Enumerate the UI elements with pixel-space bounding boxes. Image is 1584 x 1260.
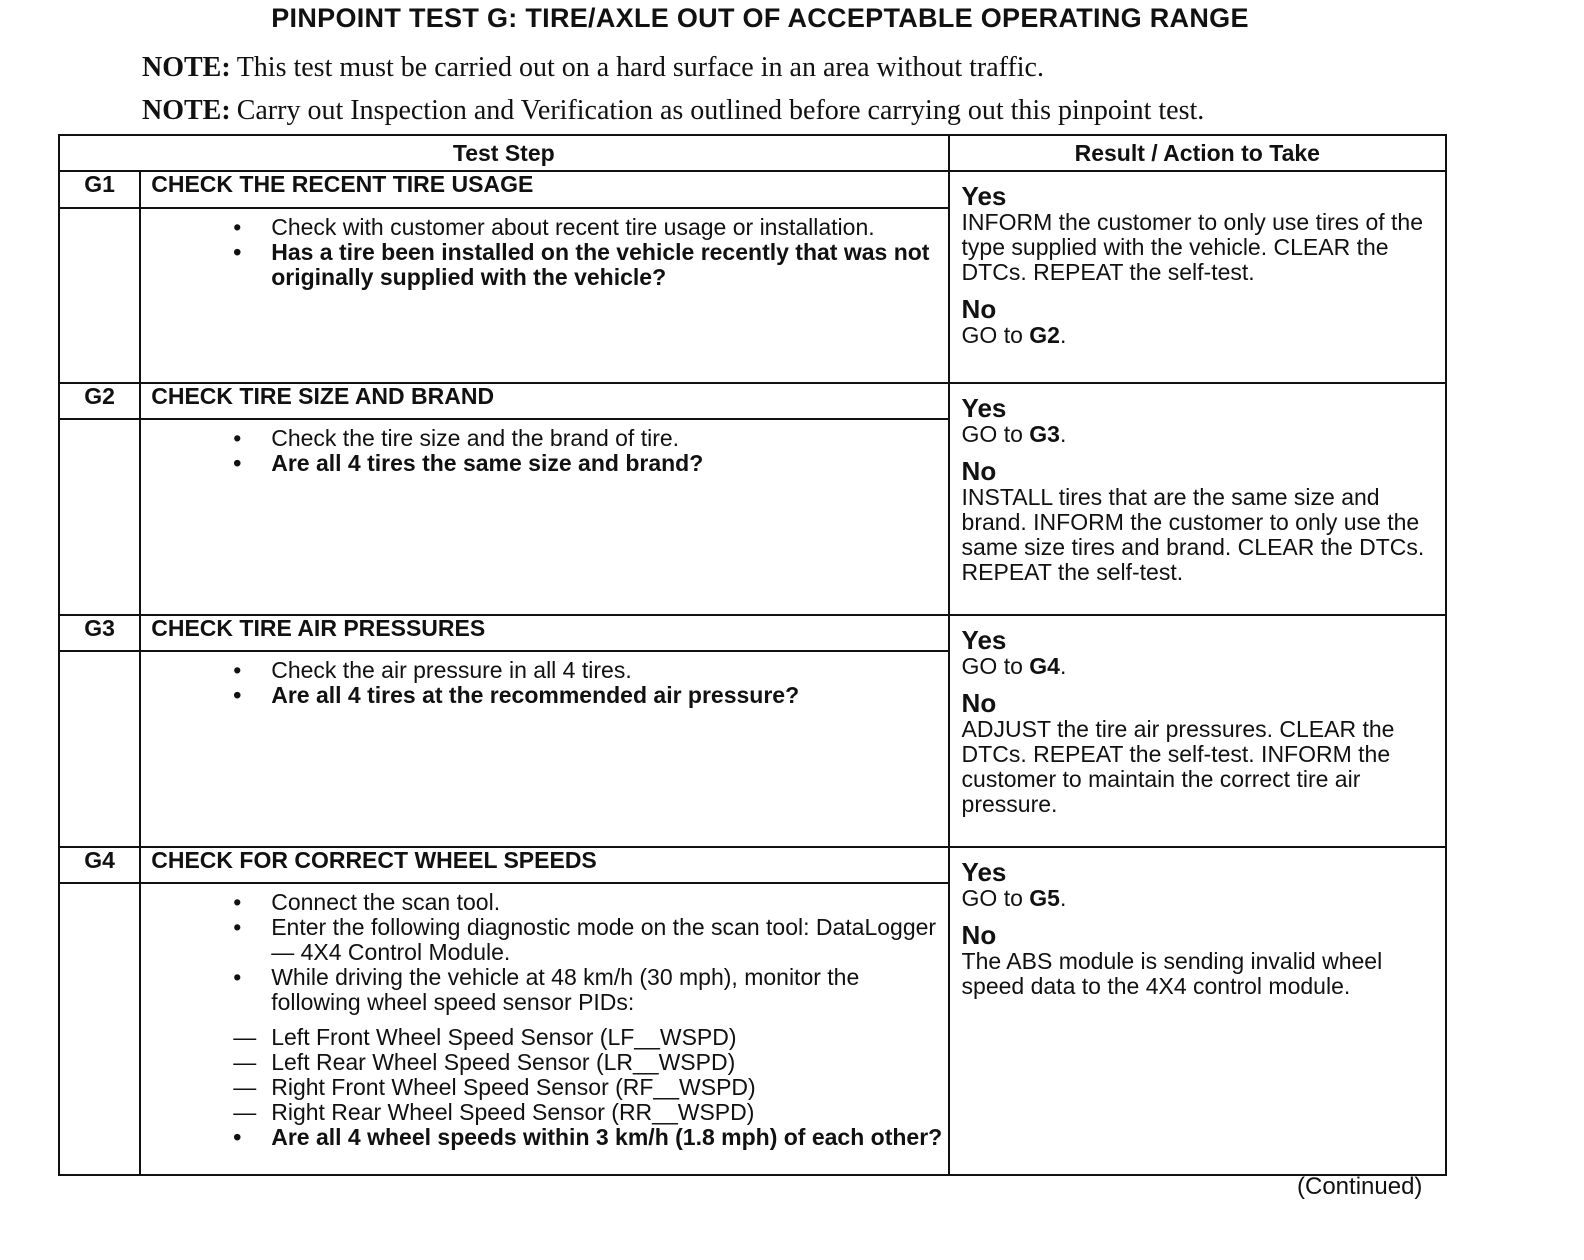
- pid-item: — Right Front Wheel Speed Sensor (RF__WSPD): [271, 1075, 947, 1100]
- no-action: INSTALL tires that are the same size and brand. INFORM the customer to only use the same size tires and brand. CLEAR the DTCs. REPEAT the self-test.: [961, 484, 1425, 585]
- no-action: GO to G2.: [961, 322, 1067, 348]
- id-cell-blank: [59, 651, 140, 847]
- pinpoint-test-table: [58, 134, 1447, 1176]
- note-inspection: [142, 95, 1204, 127]
- yes-label: Yes: [961, 625, 1007, 655]
- no-label: No: [961, 920, 997, 950]
- step-title: CHECK TIRE AIR PRESSURES: [140, 615, 948, 651]
- step-title: CHECK TIRE SIZE AND BRAND: [140, 383, 948, 419]
- step-g1-title-row: [59, 171, 1446, 208]
- yes-label: Yes: [961, 393, 1007, 423]
- id-cell-blank: [59, 883, 140, 1175]
- step-g3-result: [949, 615, 1446, 847]
- list-item: • Enter the following diagnostic mode on the scan tool: DataLogger — 4X4 Control Module.: [271, 915, 947, 965]
- no-label: No: [961, 456, 997, 486]
- list-item: • Connect the scan tool.: [271, 890, 947, 915]
- step-id: G2: [59, 383, 140, 419]
- step-body: [140, 651, 948, 847]
- step-g4-result: [949, 847, 1446, 1175]
- no-label: No: [961, 688, 997, 718]
- pid-list: [271, 1025, 947, 1125]
- yes-label: Yes: [961, 857, 1007, 887]
- note-surface: [142, 52, 1044, 84]
- pid-item: — Left Rear Wheel Speed Sensor (LR__WSPD): [271, 1050, 947, 1075]
- bullet-list: [141, 890, 947, 1150]
- list-item: • Check the tire size and the brand of tire.: [271, 426, 947, 451]
- step-question: • Has a tire been installed on the vehicle recently that was not originally supplied with the vehicle?: [271, 240, 947, 290]
- no-action: The ABS module is sending invalid wheel speed data to the 4X4 control module.: [961, 948, 1383, 999]
- step-id: G1: [59, 171, 140, 208]
- bullet-list: [141, 658, 947, 708]
- list-item: • Check with customer about recent tire usage or installation.: [271, 215, 947, 240]
- note-label: NOTE:: [142, 95, 231, 126]
- note-text: This test must be carried out on a hard surface in an area without traffic.: [236, 52, 1044, 83]
- step-g4-title-row: [59, 847, 1446, 883]
- table-header-row: [59, 135, 1446, 171]
- step-g2-result: [949, 383, 1446, 615]
- pid-item: — Left Front Wheel Speed Sensor (LF__WSPD): [271, 1025, 947, 1050]
- pid-item: — Right Rear Wheel Speed Sensor (RR__WSPD): [271, 1100, 947, 1125]
- step-g2-title-row: [59, 383, 1446, 419]
- step-title: CHECK FOR CORRECT WHEEL SPEEDS: [140, 847, 948, 883]
- header-result: Result / Action to Take: [949, 135, 1446, 171]
- header-test-step: Test Step: [59, 135, 949, 171]
- yes-action: GO to G5.: [961, 885, 1067, 911]
- list-item: • Check the air pressure in all 4 tires.: [271, 658, 947, 683]
- step-title: CHECK THE RECENT TIRE USAGE: [140, 171, 948, 208]
- step-question: • Are all 4 tires the same size and brand?: [271, 451, 947, 476]
- step-body: [140, 208, 948, 383]
- yes-action: INFORM the customer to only use tires of the type supplied with the vehicle. CLEAR the DTCs. REPEAT the self-test.: [961, 209, 1423, 285]
- id-cell-blank: [59, 208, 140, 383]
- step-g3-title-row: [59, 615, 1446, 651]
- page-title: PINPOINT TEST G: TIRE/AXLE OUT OF ACCEPTABLE OPERATING RANGE: [271, 3, 1249, 33]
- step-id: G3: [59, 615, 140, 651]
- yes-label: Yes: [961, 181, 1007, 211]
- step-body: [140, 883, 948, 1175]
- continued-label: (Continued): [1297, 1173, 1423, 1200]
- step-question: • Are all 4 tires at the recommended air pressure?: [271, 683, 947, 708]
- no-action: ADJUST the tire air pressures. CLEAR the DTCs. REPEAT the self-test. INFORM the customer to maintain the correct tire air pressure.: [961, 716, 1395, 817]
- bullet-list: [141, 215, 947, 290]
- id-cell-blank: [59, 419, 140, 615]
- step-question: • Are all 4 wheel speeds within 3 km/h (1.8 mph) of each other?: [271, 1125, 947, 1150]
- note-text: Carry out Inspection and Verification as outlined before carrying out this pinpoint test.: [236, 95, 1205, 126]
- yes-action: GO to G3.: [961, 421, 1067, 447]
- list-item: • While driving the vehicle at 48 km/h (30 mph), monitor the following wheel speed sensor PIDs: — Left Front Wheel Speed Sensor (LF__WSPD) — Left Rear Wheel Speed Sensor (LR__WSPD) — Right Front Wheel Speed Sensor (RF__WSPD) — Right Rear Wheel Speed Sensor (RR__WSPD): [271, 965, 947, 1125]
- step-body: [140, 419, 948, 615]
- no-label: No: [961, 294, 997, 324]
- note-label: NOTE:: [142, 52, 231, 83]
- yes-action: GO to G4.: [961, 653, 1067, 679]
- step-g1-result: [949, 171, 1446, 383]
- step-id: G4: [59, 847, 140, 883]
- bullet-list: [141, 426, 947, 476]
